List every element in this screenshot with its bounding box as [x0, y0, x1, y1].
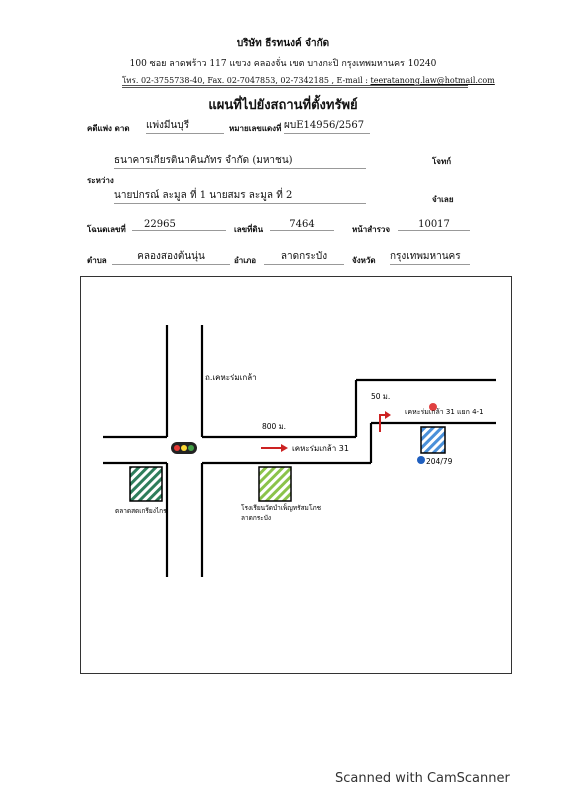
label-market: ตลาดสดเกรียงไกร — [115, 507, 167, 515]
camscanner-watermark: Scanned with CamScanner — [335, 771, 510, 786]
case-label: คดีแพ่ง ดาด — [87, 123, 130, 133]
plaintiff-value: ธนาคารเกียรตินาคินภัทร จำกัด (มหาชน) — [114, 153, 366, 169]
arrow-right-icon — [261, 444, 288, 452]
deed-value: 22965 — [132, 219, 226, 231]
subdistrict-label: ตำบล — [87, 255, 107, 265]
school-building-icon — [259, 467, 291, 501]
label-road-main: ถ.เคหะร่มเกล้า — [205, 373, 257, 382]
contact-email-link[interactable]: teeratanong.law@hotmail.com — [370, 76, 495, 85]
traffic-light-icon — [171, 442, 197, 454]
company-name: บริษัท ธีรทนงค์ จำกัด — [236, 38, 330, 49]
between-label: ระหว่าง — [87, 175, 114, 185]
land-no-label: เลขที่ดิน — [234, 224, 264, 234]
turn-arrow-icon — [380, 411, 391, 432]
deed-label: โฉนดเลขที่ — [87, 224, 126, 234]
case-value: แพ่งมีนบุรี — [146, 118, 224, 134]
survey-value: 10017 — [398, 219, 470, 231]
label-house-no: 204/79 — [426, 457, 453, 466]
label-school-line2: ลาดกระบัง — [241, 514, 272, 522]
property-building-icon — [421, 427, 445, 453]
company-address: 100 ซอย ลาดพร้าว 117 แขวง คลองจั่น เขต บางกะปิ กรุงเทพมหานคร 10240 — [129, 59, 437, 69]
province-label: จังหวัด — [352, 255, 376, 265]
district-value: ลาดกระบัง — [264, 249, 344, 265]
black-no-value: ผบE14956/2567 — [284, 118, 370, 134]
property-dot-icon — [417, 456, 425, 464]
header-divider — [122, 85, 468, 86]
contact-phone-fax: โทร. 02-3755738-40, Fax. 02-7047853, 02-7342185 , E-mail : — [122, 76, 371, 85]
label-dist-800: 800 ม. — [262, 422, 287, 431]
document-title: แผนที่ไปยังสถานที่ตั้งทรัพย์ — [208, 98, 358, 113]
district-label: อำเภอ — [234, 255, 257, 265]
defendant-value: นายปกรณ์ ละมูล ที่ 1 นายสมร ละมูล ที่ 2 — [114, 188, 366, 204]
defendant-role: จำเลย — [432, 194, 454, 204]
location-map — [80, 276, 512, 674]
survey-label: หน้าสำรวจ — [352, 224, 391, 234]
black-no-label: หมายเลขแดงที่ — [229, 123, 282, 133]
label-soi-31: เคหะร่มเกล้า 31 — [292, 444, 349, 453]
label-dist-50: 50 ม. — [371, 392, 391, 401]
province-value: กรุงเทพมหานคร — [390, 249, 470, 265]
subdistrict-value: คลองสองต้นนุ่น — [112, 249, 230, 265]
map-drawing — [81, 277, 511, 673]
land-no-value: 7464 — [270, 219, 334, 231]
label-school-line1: โรงเรียนวัดบำเพ็ญทรัสมโภช — [241, 504, 322, 512]
market-building-icon — [130, 467, 162, 501]
header-divider-2 — [122, 87, 468, 88]
label-soi-31-4-1: เคหะร่มเกล้า 31 แยก 4-1 — [405, 408, 484, 416]
plaintiff-role: โจทก์ — [432, 156, 452, 166]
